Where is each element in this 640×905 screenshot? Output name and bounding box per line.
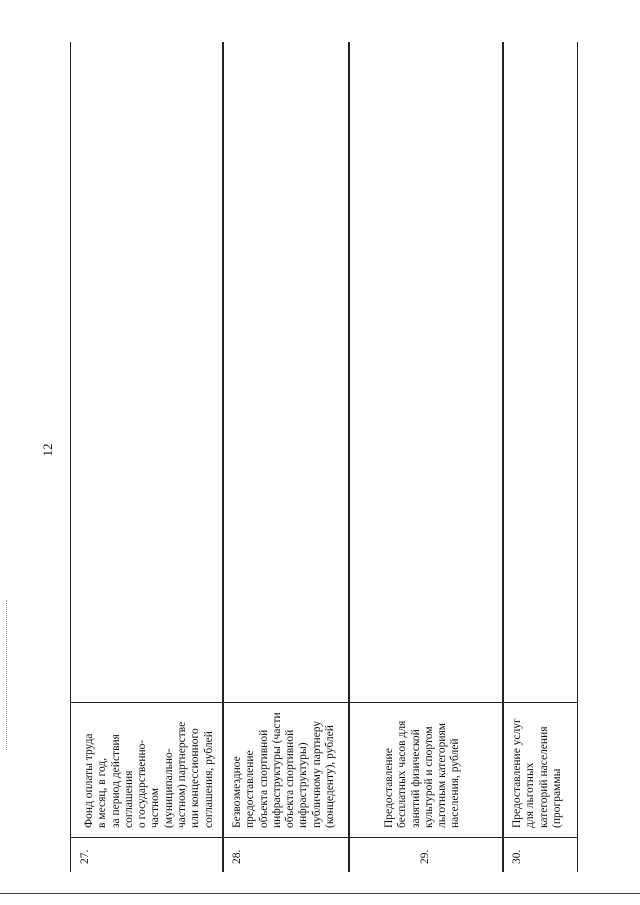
row-number: 27. — [79, 849, 91, 864]
page-number: 12 — [40, 443, 55, 457]
table-row — [70, 42, 224, 872]
row-number-cell — [223, 837, 349, 872]
scan-margin-mark — [6, 600, 7, 750]
table — [70, 42, 576, 872]
row-number-cell — [349, 837, 503, 872]
row-label: Безвозмездное предоставление объекта спортивной инфраструктуры (части объекта спортивной инфраструктуры) публичному партнеру (концеденту), рублей — [231, 712, 337, 828]
row-number-cell — [503, 837, 577, 872]
row-number-cell — [71, 837, 223, 872]
table-row — [348, 42, 504, 872]
table-row — [502, 42, 578, 872]
row-number: 28. — [231, 849, 243, 864]
row-label: Предоставление услуг для льготных категорий населения (программы — [511, 718, 563, 828]
row-label: Фонд оплаты труда в месяц, в год, за период действия соглашения о государственно- частном (муниципально- частном) партнерстве или концессионного соглашения, рублей — [83, 721, 215, 828]
page-bottom-rule — [0, 893, 640, 894]
row-number: 29. — [419, 849, 431, 864]
row-label: Предоставление бесплатных часов для занятий физической культурой и спортом льготным категориям населения, рублей — [383, 720, 462, 828]
table-row — [222, 42, 350, 872]
row-number: 30. — [511, 849, 523, 864]
